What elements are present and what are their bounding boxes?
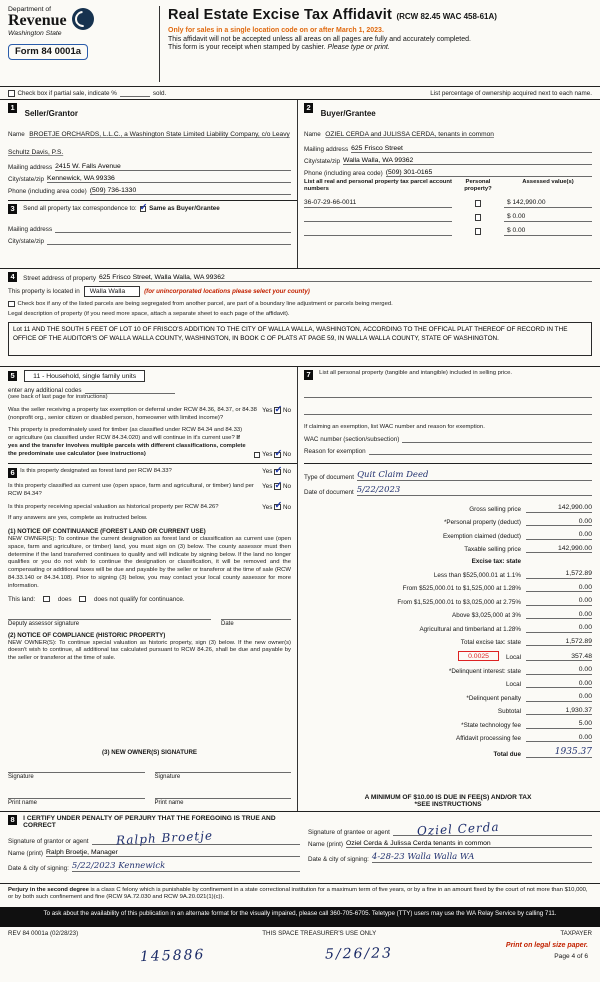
local-tax-value[interactable]: 357.48 xyxy=(526,653,592,662)
no-label: No xyxy=(282,468,291,476)
perjury-text: is a class C felony which is punishable by confinement in a state correctional institution for a maximum term of five years, or by a fine in an amount fixed by the court of not more than $10,000, or by both such confinement and fine (RCW 9A.72.030 and RCW 9A.20.021(1)(c)). xyxy=(8,886,588,901)
personal-property-intro: List all personal property (tangible and intangible) included in selling price. xyxy=(319,370,513,376)
grantee-date-city-label: Date & city of signing: xyxy=(308,856,369,863)
additional-codes-label: enter any additional codes xyxy=(8,387,82,394)
notice-compliance-body: NEW OWNER(S): To continue special valuation as historic property, sign (3) below. If the new owner(s) doesn't wish to continue, all additional tax calculated pursuant to RCW 84.26, shall be due and payable by the seller or transferor at the time of sale. xyxy=(8,639,291,662)
predominate-yes-checkbox[interactable] xyxy=(254,452,261,459)
corr-mailing-label: Mailing address xyxy=(8,225,53,233)
predominate-no-checkbox[interactable] xyxy=(274,452,281,459)
tier1-label: Less than $525,000.01 at 1.1% xyxy=(433,571,521,579)
perjury-statement xyxy=(0,883,600,907)
personal-property-checkbox[interactable] xyxy=(475,228,482,235)
treasurer-receipt-number: 145886 xyxy=(139,946,206,966)
new-owner-printname-field[interactable] xyxy=(8,790,145,799)
no-label: No xyxy=(282,451,291,459)
print-name-label: Print name xyxy=(154,800,184,806)
forest-land-question-text: Is this property designated as forest land per RCW 84.33? xyxy=(20,468,172,475)
street-address-value[interactable]: 625 Frisco Street, Walla Walla, WA 99362 xyxy=(99,274,592,282)
document-divider xyxy=(304,463,592,464)
grantee-printname-label: Name (print) xyxy=(308,841,343,848)
accessibility-notice: To ask about the availability of this publication in an alternate format for the visually impaired, please call 360-705-6705. Teletype (TTY) users may use the WA Relay Service by calling 711. xyxy=(0,907,600,927)
tier4-label: Above $3,025,000 at 3% xyxy=(452,612,521,620)
signature-label: Signature xyxy=(8,774,34,780)
tier2-label: From $525,000.01 to $1,525,000 at 1.28% xyxy=(402,585,521,593)
grantee-signature-field[interactable] xyxy=(393,820,592,839)
total-excise-state-value[interactable]: 1,572.89 xyxy=(526,638,592,647)
grantor-printname-value[interactable]: Ralph Broetje, Manager xyxy=(46,849,300,857)
buyer-phone-label: Phone (including area code) xyxy=(304,170,383,177)
local-tax-label: Local xyxy=(505,654,521,662)
taxable-selling-price-value[interactable]: 142,990.00 xyxy=(526,545,592,554)
personal-property-checkbox[interactable] xyxy=(475,200,482,207)
tier3-value[interactable]: 0.00 xyxy=(526,597,592,606)
grantor-signature-value: Ralph Broetje xyxy=(115,828,213,848)
acceptance-notice: This affidavit will not be accepted unless all areas on all pages are fully and accurately completed. xyxy=(168,35,471,43)
seller-phone-label: Phone (including area code) xyxy=(8,188,87,195)
seller-mailing-value[interactable]: 2415 W. Falls Avenue xyxy=(55,163,291,171)
buyer-section-title: Buyer/Grantee xyxy=(320,109,376,118)
treasurer-stamp-area xyxy=(0,940,600,982)
section3-divider xyxy=(8,200,297,201)
total-excise-state-label: Total excise tax: state xyxy=(460,639,521,647)
ownership-note: List percentage of ownership acquired next to each name. xyxy=(430,89,592,97)
form-number-badge: Form 84 0001a xyxy=(8,44,88,60)
personal-property-deduct-label: *Personal property (deduct) xyxy=(443,519,521,527)
parcel-row xyxy=(304,199,592,208)
see-instructions-note: *SEE INSTRUCTIONS xyxy=(414,801,482,808)
parcel-number-value[interactable] xyxy=(304,227,452,236)
property-section xyxy=(0,268,600,366)
seller-section-title: Seller/Grantor xyxy=(24,109,78,118)
parcel-number-value[interactable]: 36-07-29-66-0011 xyxy=(304,199,452,208)
delinquent-interest-state-label: *Delinquent interest: state xyxy=(448,667,521,675)
new-owner-signature-field[interactable] xyxy=(155,764,292,773)
deputy-assessor-signature-field[interactable] xyxy=(8,611,211,620)
same-as-buyer-checkbox[interactable] xyxy=(140,206,147,213)
does-label: does xyxy=(57,595,72,603)
wac-number-field[interactable] xyxy=(402,435,592,443)
yes-label: Yes xyxy=(262,451,273,459)
section5-number: 5 xyxy=(8,371,17,381)
segregated-label: Check box if any of the listed parcels are being segregated from another parcel, are part of a boundary line adjustment or parcels being merged. xyxy=(17,300,393,307)
buyer-city-label: City/state/zip xyxy=(304,158,341,165)
seller-mailing-label: Mailing address xyxy=(8,164,53,171)
state-technology-fee-value[interactable]: 5.00 xyxy=(526,720,592,729)
legal-description-label: Legal description of property (if you need more space, attach a separate sheet to each page of the affidavit). xyxy=(8,311,290,318)
forest-land-question xyxy=(8,468,257,478)
wac-number-label: WAC number (section/subsection) xyxy=(304,436,400,444)
segregated-checkbox[interactable] xyxy=(8,301,15,308)
no-label: No xyxy=(282,482,291,490)
buyer-phone-value[interactable]: (509) 301-0165 xyxy=(386,169,592,177)
assessed-value[interactable]: $ 0.00 xyxy=(504,213,592,222)
deputy-date-field[interactable] xyxy=(221,611,291,620)
corr-city-field[interactable] xyxy=(47,237,291,245)
no-label: No xyxy=(282,503,291,511)
tier3-label: From $1,525,000.01 to $3,025,000 at 2.75% xyxy=(397,598,521,606)
delinquent-penalty-value[interactable]: 0.00 xyxy=(526,693,592,702)
treasurer-stamp-date: 5/26/23 xyxy=(324,945,394,963)
grantee-date-city-value[interactable]: 4-28-23 Walla Walla WA xyxy=(372,852,592,863)
seller-phone-value[interactable]: (509) 736-1330 xyxy=(90,187,291,195)
street-address-label: Street address of property xyxy=(23,274,96,282)
section8-number: 8 xyxy=(8,815,17,825)
legal-description-value[interactable]: Lot 11 AND THE SOUTH 5 FEET OF LOT 10 OF FRISCO'S ADDITION TO THE CITY OF WALLA WALLA, WASHINGTON, ACCORDING TO THE OFFICAL PLAT THEREOF OF RECORD IN THE OFFICE OF THE AUDITOR'S OF WALLA WALLA COUNTY, WASHINGTON, IN BOOK C OF PLATS AT PAGE 59, IN WALLA WALLA COUNTY, STATE OF WASHINGTON. xyxy=(8,322,592,356)
subtotal-value[interactable]: 1,930.37 xyxy=(526,707,592,716)
local-rate-box: 0.0025 xyxy=(458,651,499,661)
seller-column xyxy=(8,100,298,268)
notice-continuance-body: NEW OWNER(S): To continue the current designation as forest land or classification as current use (open space, farm and agriculture, or timber) land, you must sign on (3) below. The county assessor must then determine if the land transferred continues to qualify and will indicate by signing below. If the land no longer qualifies or you do not wish to continue the designation or classification, it will be removed and the compensating or additional taxes will be due and payable by the seller or transferor at the time of sale (RCW 84.33.140 or 84.34.108). Prior to signing (3) below, you may contact your local county assessor for more information. xyxy=(8,536,291,589)
taxable-selling-price-label: Taxable selling price xyxy=(464,546,521,554)
type-of-document-label: Type of document xyxy=(304,474,355,482)
parcel-row xyxy=(304,213,592,222)
section6-divider xyxy=(8,463,297,464)
deputy-date-label: Date xyxy=(221,620,234,627)
delinquent-interest-state-value[interactable]: 0.00 xyxy=(526,666,592,675)
notice-continuance-title: (1) NOTICE OF CONTINUANCE (FOREST LAND OR CURRENT USE) xyxy=(8,528,206,536)
delinquent-penalty-label: *Delinquent penalty xyxy=(466,694,521,702)
dor-logo-icon xyxy=(72,8,94,30)
personal-property-list-field[interactable] xyxy=(304,390,592,398)
use-code-column xyxy=(8,367,298,811)
single-location-notice: Only for sales in a single location code on or after March 1, 2023. xyxy=(168,27,384,34)
parcel-number-value[interactable] xyxy=(304,213,452,222)
exemption-note: If claiming an exemption, list WAC number and reason for exemption. xyxy=(304,423,485,430)
total-due-value[interactable]: 1935.37 xyxy=(526,747,592,758)
state-technology-fee-label: *State technology fee xyxy=(461,721,521,729)
type-of-document-value[interactable]: Quit Claim Deed xyxy=(357,470,592,481)
buyer-city-value[interactable]: Walla Walla, WA 99362 xyxy=(343,157,592,165)
corr-mailing-field[interactable] xyxy=(55,225,291,233)
revenue-wordmark: Revenue xyxy=(8,12,67,29)
buyer-column xyxy=(298,100,592,268)
new-owner-signature-title: (3) NEW OWNER(S) SIGNATURE xyxy=(101,749,198,756)
predominate-use-calculator-note: If yes and the transfer involves multiple parcels with different classifications, complete the predominate use calculator (see instructions) xyxy=(8,435,246,457)
partial-sale-suffix: sold. xyxy=(152,89,167,97)
certification-section xyxy=(0,811,600,883)
buyer-mailing-label: Mailing address xyxy=(304,146,349,153)
current-use-no-checkbox[interactable] xyxy=(274,483,281,490)
tier2-value[interactable]: 0.00 xyxy=(526,584,592,593)
assessed-value[interactable]: $ 0.00 xyxy=(504,227,592,236)
print-name-label: Print name xyxy=(8,800,38,806)
current-use-question: Is this property classified as current use (open space, farm and agricultural, or timber) land per RCW 84.34? xyxy=(8,482,254,497)
section2-number: 2 xyxy=(304,103,313,113)
grantor-signing-block xyxy=(8,815,308,877)
grantee-signature-label: Signature of grantee or agent xyxy=(308,829,390,836)
form-header xyxy=(0,0,600,86)
treasurer-use-label: THIS SPACE TREASURER'S USE ONLY xyxy=(262,930,377,937)
predominate-use-question-text: This property is predominately used for timber (as classified under RCW 84.34 and 84.33) or agriculture (as classified under RCW 84.34.020) and will continue in it's current use? xyxy=(8,427,243,442)
does-not-label: does not qualify for continuance. xyxy=(93,595,185,603)
section6-number: 6 xyxy=(8,468,17,478)
tier1-value[interactable]: 1,572.89 xyxy=(526,570,592,579)
section7-number: 7 xyxy=(304,370,313,380)
same-as-buyer-label: Same as Buyer/Grantee xyxy=(149,205,220,213)
form-footer-row xyxy=(0,927,600,940)
tier4-value[interactable]: 0.00 xyxy=(526,611,592,620)
yes-label: Yes xyxy=(262,482,273,490)
seller-city-value[interactable]: Kennewick, WA 99336 xyxy=(47,175,291,183)
land-use-code-select[interactable]: 11 - Household, single family units xyxy=(24,370,145,382)
certify-statement: I CERTIFY UNDER PENALTY OF PERJURY THAT THE FOREGOING IS TRUE AND CORRECT xyxy=(23,815,276,829)
affidavit-processing-fee-value[interactable]: 0.00 xyxy=(526,734,592,743)
yes-label: Yes xyxy=(262,406,273,414)
excise-tax-state-header: Excise tax: state xyxy=(471,558,521,566)
historic-no-checkbox[interactable] xyxy=(274,504,281,511)
if-yes-note: If any answers are yes, complete as instructed below. xyxy=(8,515,148,522)
partial-sale-percent-field[interactable] xyxy=(120,90,150,97)
this-land-label: This land: xyxy=(8,595,36,603)
gross-selling-price-value[interactable]: 142,990.00 xyxy=(526,504,592,513)
personal-property-col-header: Personal property? xyxy=(464,179,492,193)
parcel-table xyxy=(304,179,592,236)
agricultural-label: Agricultural and timberland at 1.28% xyxy=(419,625,521,633)
personal-property-checkbox[interactable] xyxy=(475,214,482,221)
does-not-qualify-checkbox[interactable] xyxy=(79,596,86,603)
historic-property-question: Is this property receiving special valuation as historical property per RCW 84.26? xyxy=(8,503,219,510)
buyer-name-label: Name xyxy=(304,131,321,138)
exemption-no-checkbox[interactable] xyxy=(274,407,281,414)
deputy-assessor-label: Deputy assessor signature xyxy=(8,620,80,627)
tax-computation-column xyxy=(298,367,592,811)
page-number: Page 4 of 6 xyxy=(554,953,588,960)
section3-number: 3 xyxy=(8,204,17,214)
buyer-name-value[interactable]: OZIEL CERDA and JULISSA CERDA, tenants in common xyxy=(325,131,494,138)
grantor-printname-label: Name (print) xyxy=(8,850,43,857)
yes-label: Yes xyxy=(262,468,273,476)
yes-label: Yes xyxy=(262,503,273,511)
grantor-date-city-value[interactable]: 5/22/2023 Kennewick xyxy=(72,861,300,872)
washington-state-label: Washington State xyxy=(8,29,62,37)
parcel-col-header: List all real and personal property tax parcel account numbers xyxy=(304,179,452,193)
seller-name-label: Name xyxy=(8,131,25,138)
personal-property-deduct-value[interactable]: 0.00 xyxy=(526,518,592,527)
section4-number: 4 xyxy=(8,272,17,282)
assessed-value-col-header: Assessed value(s) xyxy=(522,179,574,185)
grantee-signature-value: Oziel Cerda xyxy=(416,820,500,839)
date-of-document-label: Date of document xyxy=(304,489,354,497)
does-qualify-checkbox[interactable] xyxy=(43,596,50,603)
unincorporated-note: (for unincorporated locations please select your county) xyxy=(144,287,310,295)
print-legal-size-note: Print on legal size paper. xyxy=(505,942,588,949)
total-due-label: Total due xyxy=(493,751,521,759)
page-title: Real Estate Excise Tax Affidavit xyxy=(168,7,392,23)
additional-codes-note: (see back of last page for instructions) xyxy=(8,394,108,400)
forest-land-no-checkbox[interactable] xyxy=(274,469,281,476)
grantee-printname-value[interactable]: Oziel Cerda & Julissa Cerda tenants in common xyxy=(346,840,592,848)
located-in-label: This property is located in xyxy=(8,287,80,295)
assessed-value[interactable]: $ 142,990.00 xyxy=(504,199,592,208)
notice-compliance-title: (2) NOTICE OF COMPLIANCE (HISTORIC PROPERTY) xyxy=(8,631,166,639)
exemption-claimed-value[interactable]: 0.00 xyxy=(526,531,592,540)
date-of-document-value[interactable]: 5/22/2023 xyxy=(357,485,592,496)
affidavit-processing-fee-label: Affidavit processing fee xyxy=(456,735,521,743)
type-or-print-note: Please type or print. xyxy=(327,44,390,51)
partial-sale-checkbox[interactable] xyxy=(8,90,15,97)
perjury-lead: Perjury in the second degree xyxy=(8,886,89,893)
rcw-reference: (RCW 82.45 WAC 458-61A) xyxy=(396,12,497,21)
personal-property-list-field[interactable] xyxy=(304,407,592,415)
no-label: No xyxy=(282,406,291,414)
new-owner-signature-field[interactable] xyxy=(8,764,145,773)
agricultural-value[interactable]: 0.00 xyxy=(526,624,592,633)
rev-number-label: REV 84 0001a (02/28/23) xyxy=(8,930,79,937)
new-owner-printname-field[interactable] xyxy=(155,790,292,799)
parcel-row xyxy=(304,227,592,236)
partial-sale-label: Check box if partial sale, indicate % xyxy=(17,89,117,97)
grantee-signing-block xyxy=(308,815,592,877)
receipt-notice-text: This form is your receipt when stamped by cashier. xyxy=(168,44,326,51)
gross-selling-price-label: Gross selling price xyxy=(469,505,521,513)
reason-exemption-label: Reason for exemption xyxy=(304,448,366,456)
county-select[interactable]: Walla Walla xyxy=(84,286,140,297)
section1-number: 1 xyxy=(8,103,17,113)
predominate-use-question xyxy=(8,427,249,458)
department-of-label: Department of xyxy=(8,6,52,13)
seller-city-label: City/state/zip xyxy=(8,176,45,183)
tax-detail-block xyxy=(0,366,600,811)
additional-codes-field[interactable] xyxy=(85,386,175,394)
exemption-claimed-label: Exemption claimed (deduct) xyxy=(442,532,521,540)
taxpayer-label: TAXPAYER xyxy=(560,930,592,937)
minimum-due-note: A MINIMUM OF $10.00 IS DUE IN FEE(S) AND/OR TAX xyxy=(364,794,532,801)
receipt-notice xyxy=(168,44,592,51)
delinquent-interest-local-label: Local xyxy=(505,681,521,689)
parties-block xyxy=(0,100,600,268)
title-block xyxy=(160,6,592,82)
exemption-deferral-question: Was the seller receiving a property tax exemption or deferral under RCW 84.36, 84.37, or 84.38 (nonprofit org., senior citizen or disabled person, homeowner with limited income)? xyxy=(8,406,257,421)
signature-label: Signature xyxy=(154,774,181,780)
subtotal-label: Subtotal xyxy=(497,708,521,716)
delinquent-interest-local-value[interactable]: 0.00 xyxy=(526,680,592,689)
partial-sale-bar xyxy=(0,86,600,100)
grantor-signature-label: Signature of grantor or agent xyxy=(8,838,89,845)
reason-exemption-field[interactable] xyxy=(369,447,592,455)
agency-block xyxy=(8,6,160,82)
seller-name-value[interactable]: BROETJE ORCHARDS, L.L.C., a Washington State Limited Liability Company, c/o Leavy Schultz Davis, P.S. xyxy=(8,131,290,156)
buyer-mailing-value[interactable]: 625 Frisco Street xyxy=(351,145,592,153)
grantor-date-city-label: Date & city of signing: xyxy=(8,865,69,872)
grantor-signature-field[interactable] xyxy=(92,828,300,848)
corr-city-label: City/state/zip xyxy=(8,237,45,245)
correspondence-label: Send all property tax correspondence to: xyxy=(23,205,137,213)
